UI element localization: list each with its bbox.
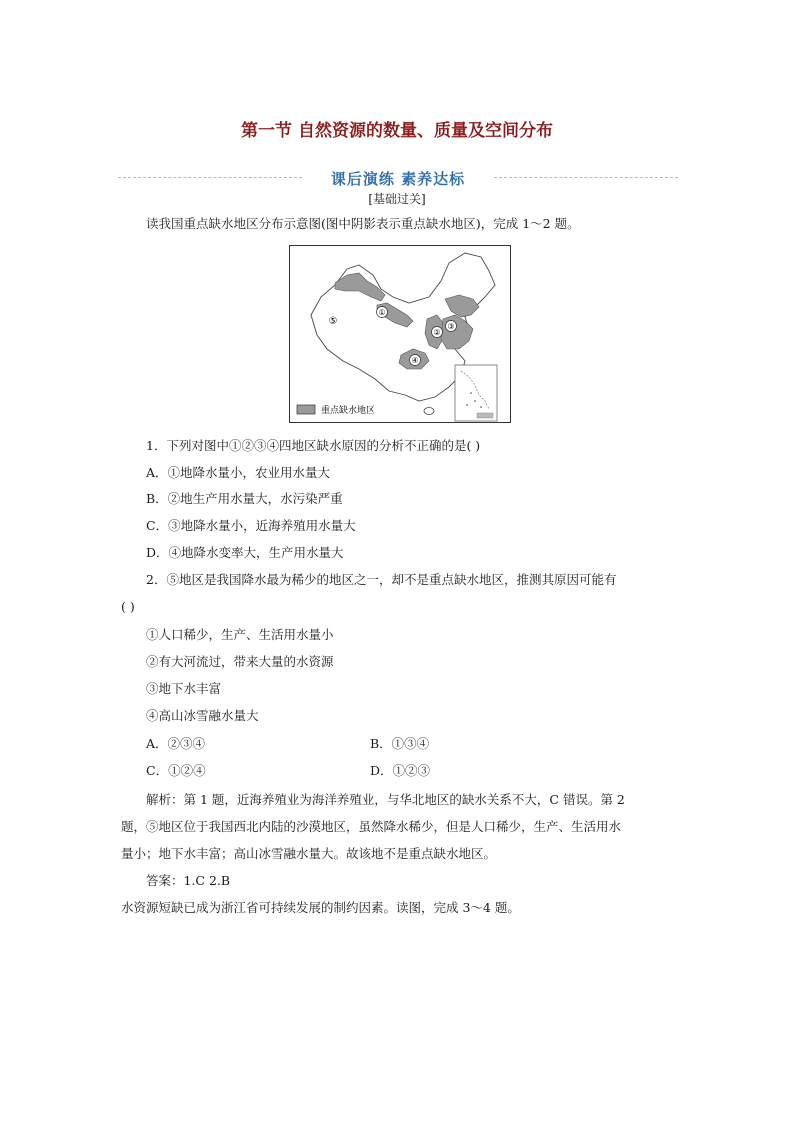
- analysis-line-3: 量小；地下水丰富；高山冰雪融水量大。故该地不是重点缺水地区。: [121, 846, 497, 861]
- q2-stem-line1: 2．⑤地区是我国降水最为稀少的地区之一，却不是重点缺水地区，推测其原因可能有: [146, 572, 617, 587]
- region-label-1: ①: [378, 308, 386, 317]
- q2-option-c: C．①②④: [146, 763, 206, 778]
- intro-text-2: 水资源短缺已成为浙江省可持续发展的制约因素。读图，完成 3～4 题。: [121, 900, 520, 915]
- region-label-4: ④: [411, 356, 419, 365]
- q1-option-d: D．④地降水变率大，生产用水量大: [146, 545, 344, 560]
- banner-text: 课后演练 素养达标: [330, 170, 466, 188]
- q1-option-c: C．③地降水量小，近海养殖用水量大: [146, 518, 356, 533]
- page-title: 第一节 自然资源的数量、质量及空间分布: [241, 121, 553, 141]
- region-label-2: ②: [433, 328, 441, 337]
- answer-text: 答案：1.C 2.B: [146, 873, 231, 888]
- water-shortage-map: [289, 245, 511, 423]
- q1-option-b: B．②地生产用水量大，水污染严重: [146, 491, 343, 506]
- q2-option-b: B．①③④: [370, 736, 430, 751]
- q2-item-2: ②有大河流过，带来大量的水资源: [146, 654, 334, 669]
- banner-divider-right: [494, 177, 678, 178]
- q2-item-4: ④高山冰雪融水量大: [146, 708, 259, 723]
- analysis-line-1: 解析：第 1 题，近海养殖业为海洋养殖业，与华北地区的缺水关系不大，C 错误。第 2: [146, 792, 625, 807]
- q1-stem: 1．下列对图中①②③④四地区缺水原因的分析不正确的是( ): [146, 438, 481, 453]
- region-label-3: ③: [447, 322, 455, 331]
- q2-stem-line2: ( ): [121, 599, 135, 614]
- legend-label: 重点缺水地区: [321, 406, 376, 416]
- legend-swatch: [297, 405, 315, 414]
- section-banner: [118, 168, 678, 188]
- analysis-line-2: 题，⑤地区位于我国西北内陆的沙漠地区，虽然降水稀少，但是人口稀少，生产、生活用水: [121, 819, 622, 834]
- south-sea-inset: [455, 365, 497, 421]
- q1-option-a: A．①地降水量小，农业用水量大: [146, 465, 331, 480]
- region-label-5: ⑤: [328, 316, 338, 327]
- q2-option-a: A．②③④: [146, 736, 206, 751]
- q2-item-3: ③地下水丰富: [146, 681, 222, 696]
- q2-option-d: D．①②③: [370, 763, 431, 778]
- intro-text-1: 读我国重点缺水地区分布示意图(图中阴影表示重点缺水地区)，完成 1～2 题。: [146, 216, 580, 231]
- section-subhead: [基础过关]: [368, 192, 426, 206]
- q2-item-1: ①人口稀少，生产、生活用水量小: [146, 627, 334, 642]
